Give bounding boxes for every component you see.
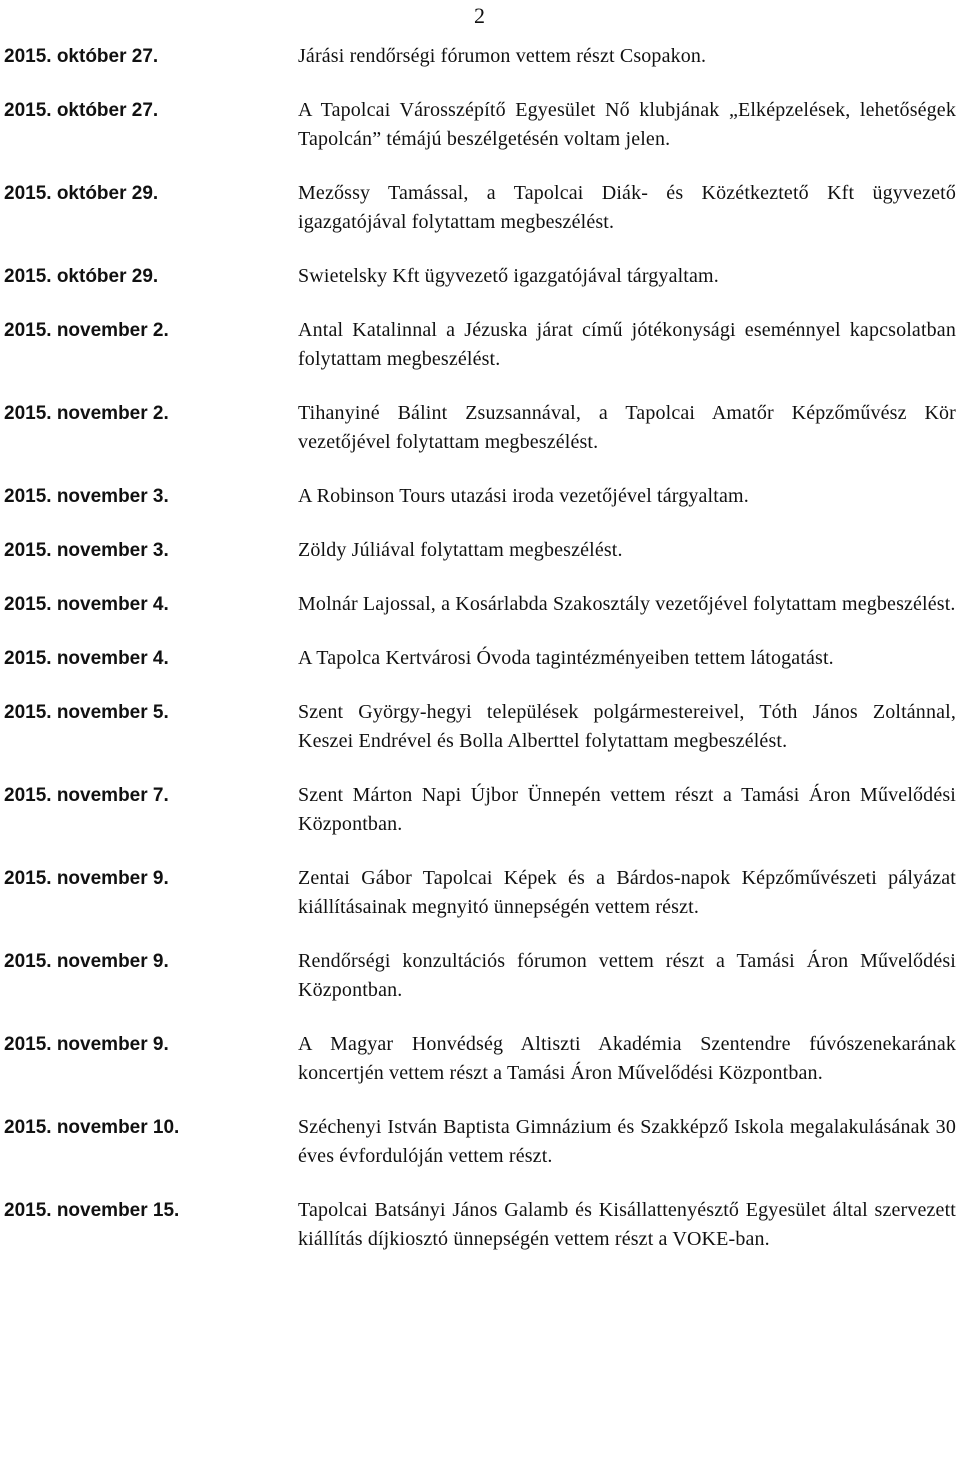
entry-date: 2015. október 27. xyxy=(4,100,159,121)
entry-text: Szent György-hegyi települések polgármestereivel, Tóth János Zoltánnal, Keszei Endrével és Bolla Alberttel folytattam megbeszélést. xyxy=(298,701,956,752)
entry-text: Tihanyiné Bálint Zsuzsannával, a Tapolcai Amatőr Képzőművész Kör vezetőjével folytattam megbeszélést. xyxy=(298,402,956,453)
entry-date: 2015. november 3. xyxy=(4,486,169,507)
entry-text: Mezőssy Tamással, a Tapolcai Diák- és Közétkeztető Kft ügyvezető igazgatójával folytattam megbeszélést. xyxy=(298,182,956,233)
entry-date: 2015. november 9. xyxy=(4,1034,169,1055)
entry-date: 2015. november 9. xyxy=(4,868,169,889)
entry-date: 2015. november 2. xyxy=(4,320,169,341)
entry-date: 2015. november 7. xyxy=(4,785,169,806)
log-entry xyxy=(0,644,960,673)
log-entry xyxy=(0,947,960,1005)
entry-text: Antal Katalinnal a Jézuska járat című jótékonysági eseménnyel kapcsolatban folytattam megbeszélést. xyxy=(298,319,956,370)
log-entry xyxy=(0,42,960,71)
log-entry xyxy=(0,262,960,291)
entry-date: 2015. november 4. xyxy=(4,594,169,615)
entry-text: Molnár Lajossal, a Kosárlabda Szakosztály vezetőjével folytattam megbeszélést. xyxy=(298,593,956,615)
entry-date: 2015. november 2. xyxy=(4,403,169,424)
entry-text: A Tapolcai Városszépítő Egyesület Nő klubjának „Elképzelések, lehetőségek Tapolcán” témájú beszélgetésén voltam jelen. xyxy=(298,99,956,150)
entry-date: 2015. november 9. xyxy=(4,951,169,972)
log-entry xyxy=(0,1196,960,1254)
entry-date: 2015. november 3. xyxy=(4,540,169,561)
entry-text: Járási rendőrségi fórumon vettem részt Csopakon. xyxy=(298,45,707,67)
entry-text: Széchenyi István Baptista Gimnázium és Szakképző Iskola megalakulásának 30 éves évfordulóján vettem részt. xyxy=(298,1116,956,1167)
entry-text: Zentai Gábor Tapolcai Képek és a Bárdos-napok Képzőművészeti pályázat kiállításainak megnyitó ünnepségén vettem részt. xyxy=(298,867,956,918)
log-entry xyxy=(0,536,960,565)
entry-text: Swietelsky Kft ügyvezető igazgatójával tárgyaltam. xyxy=(298,265,719,287)
page-number: 2 xyxy=(474,3,485,28)
entry-text: Tapolcai Batsányi János Galamb és Kisállattenyésztő Egyesület által szervezett kiállítás díjkiosztó ünnepségén vettem részt a VOKE-ban. xyxy=(298,1199,956,1250)
log-entry xyxy=(0,698,960,756)
log-entry xyxy=(0,316,960,374)
entry-date: 2015. október 29. xyxy=(4,183,159,204)
log-entry xyxy=(0,1030,960,1088)
entry-date: 2015. november 4. xyxy=(4,648,169,669)
entry-date: 2015. november 10. xyxy=(4,1117,180,1138)
entry-date: 2015. október 29. xyxy=(4,266,159,287)
log-entry xyxy=(0,1113,960,1171)
entry-text: A Robinson Tours utazási iroda vezetőjével tárgyaltam. xyxy=(298,485,749,507)
entry-date: 2015. november 5. xyxy=(4,702,169,723)
activity-log xyxy=(0,42,960,1279)
entry-date: 2015. november 15. xyxy=(4,1200,180,1221)
log-entry xyxy=(0,179,960,237)
log-entry xyxy=(0,399,960,457)
log-entry xyxy=(0,781,960,839)
entry-text: A Magyar Honvédség Altiszti Akadémia Szentendre fúvószenekarának koncertjén vettem részt a Tamási Áron Művelődési Központban. xyxy=(298,1033,956,1084)
entry-text: Szent Márton Napi Újbor Ünnepén vettem részt a Tamási Áron Művelődési Központban. xyxy=(298,784,956,835)
log-entry xyxy=(0,864,960,922)
log-entry xyxy=(0,590,960,619)
entry-date: 2015. október 27. xyxy=(4,46,159,67)
log-entry xyxy=(0,96,960,154)
entry-text: Zöldy Júliával folytattam megbeszélést. xyxy=(298,539,623,561)
entry-text: A Tapolca Kertvárosi Óvoda tagintézményeiben tettem látogatást. xyxy=(298,647,834,669)
entry-text: Rendőrségi konzultációs fórumon vettem részt a Tamási Áron Művelődési Központban. xyxy=(298,950,956,1001)
log-entry xyxy=(0,482,960,511)
